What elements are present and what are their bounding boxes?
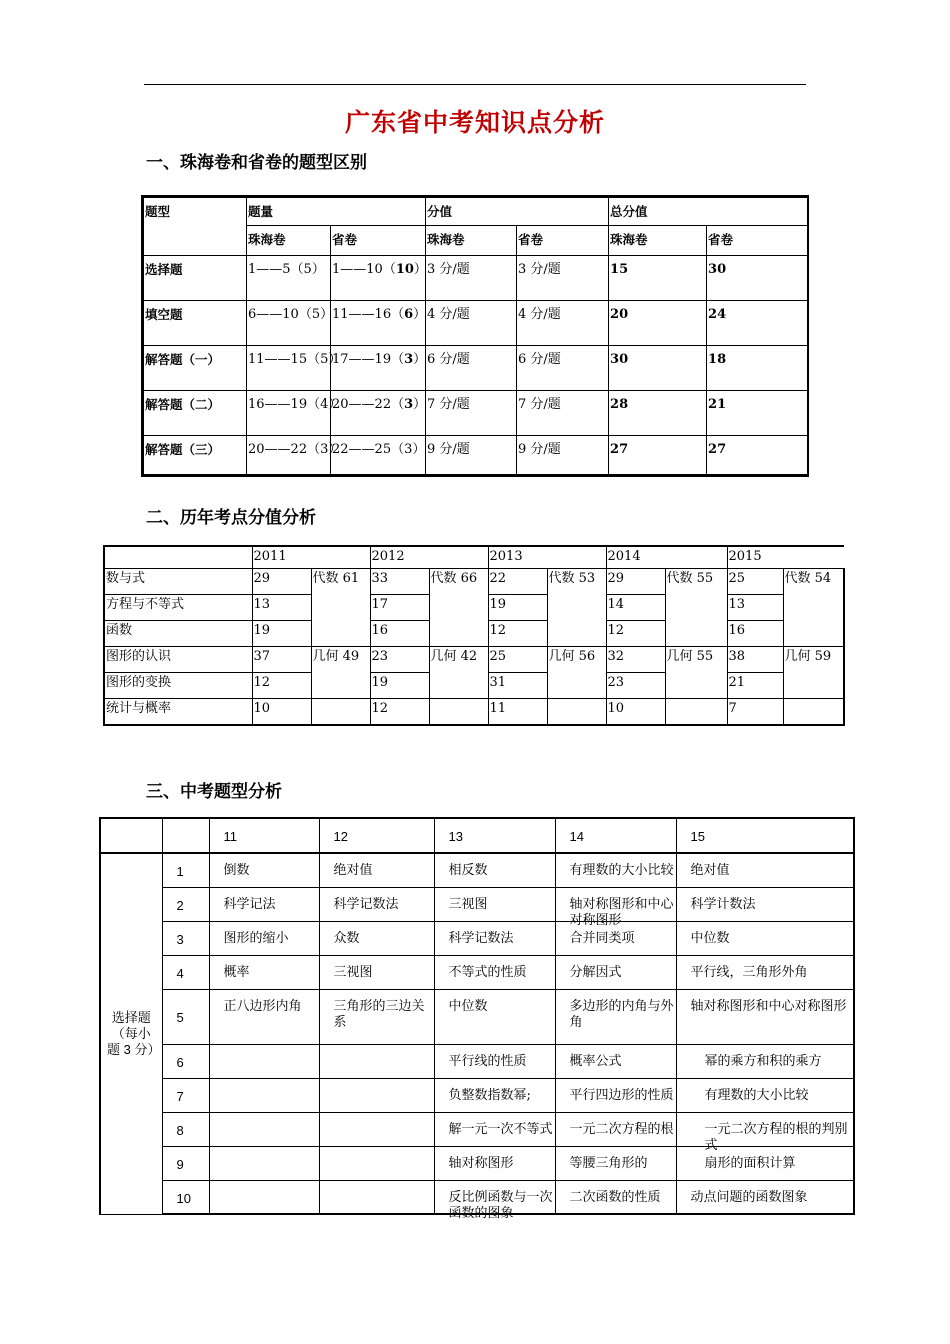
row-type: 解答题（二）	[143, 391, 247, 436]
score-cell: 12	[370, 698, 429, 725]
score-cell: 19	[252, 620, 311, 646]
subheader-province: 省卷	[517, 226, 609, 256]
algebra-total: 代数 55	[665, 568, 727, 646]
score-cell: 29	[252, 568, 311, 594]
topic-cell: 反比例函数与一次函数的图象	[434, 1180, 555, 1214]
topic-cell: 科学计数法	[676, 887, 854, 921]
table-row	[143, 391, 808, 436]
score-cell: 23	[606, 672, 665, 698]
score-cell: 23	[370, 646, 429, 672]
topic-cell: 负整数指数幂;	[434, 1078, 555, 1112]
algebra-total: 代数 53	[547, 568, 606, 646]
zhuhai-score: 6 分/题	[426, 346, 517, 391]
score-cell: 7	[727, 698, 783, 725]
topic-cell: 三视图	[319, 955, 434, 989]
topic-cell: 科学记数法	[434, 921, 555, 955]
algebra-total: 代数 66	[429, 568, 488, 646]
topic-cell	[209, 1146, 319, 1180]
topic-cell	[209, 1044, 319, 1078]
province-score: 9 分/题	[517, 436, 609, 476]
score-cell: 12	[252, 672, 311, 698]
score-cell: 31	[488, 672, 547, 698]
zhuhai-total: 20	[609, 301, 707, 346]
year-header: 15	[676, 818, 854, 853]
province-count: 22——25（3）	[331, 436, 426, 476]
table-row	[100, 989, 854, 1044]
topic-cell	[209, 1180, 319, 1214]
corner-cell	[100, 818, 162, 853]
topic-cell: 扇形的面积计算	[676, 1146, 854, 1180]
paper-comparison-table	[141, 195, 809, 477]
topic-cell: 众数	[319, 921, 434, 955]
header-type: 题型	[143, 197, 247, 256]
corner-cell	[104, 546, 252, 568]
question-number: 3	[162, 921, 209, 955]
subheader-province: 省卷	[331, 226, 426, 256]
topic-cell	[209, 1112, 319, 1146]
province-count: 20——22（3）	[331, 391, 426, 436]
topic-cell: 概率公式	[555, 1044, 676, 1078]
year-header: 2015	[727, 546, 844, 568]
topic-label: 方程与不等式	[104, 594, 252, 620]
row-type: 解答题（一）	[143, 346, 247, 391]
zhuhai-count: 6——10（5）	[247, 301, 331, 346]
score-cell: 25	[727, 568, 783, 594]
topic-cell: 轴对称图形和中心对称图形	[555, 887, 676, 921]
zhuhai-count: 11——15（5）	[247, 346, 331, 391]
topic-cell: 一元二次方程的根	[555, 1112, 676, 1146]
geometry-total: 几何 56	[547, 646, 606, 698]
year-header: 13	[434, 818, 555, 853]
topic-cell: 二次函数的性质	[555, 1180, 676, 1214]
table-row	[100, 1044, 854, 1078]
topic-label: 函数	[104, 620, 252, 646]
table-row	[104, 568, 844, 594]
year-header: 14	[555, 818, 676, 853]
algebra-total: 代数 61	[311, 568, 370, 646]
subheader-zhuhai: 珠海卷	[609, 226, 707, 256]
topic-cell: 科学记法	[209, 887, 319, 921]
zhuhai-score: 4 分/题	[426, 301, 517, 346]
score-cell: 37	[252, 646, 311, 672]
document-title: 广东省中考知识点分析	[344, 108, 605, 137]
question-number: 5	[162, 989, 209, 1044]
zhuhai-score: 3 分/题	[426, 256, 517, 301]
table-row	[104, 698, 844, 725]
geometry-total: 几何 55	[665, 646, 727, 698]
table-row	[104, 646, 844, 672]
score-cell: 33	[370, 568, 429, 594]
question-number: 1	[162, 853, 209, 887]
zhuhai-score: 7 分/题	[426, 391, 517, 436]
table-row	[143, 301, 808, 346]
topic-label: 统计与概率	[104, 698, 252, 725]
score-cell: 17	[370, 594, 429, 620]
geometry-total: 几何 49	[311, 646, 370, 698]
topic-cell: 等腰三角形的	[555, 1146, 676, 1180]
table-row	[143, 346, 808, 391]
topic-cell: 绝对值	[319, 853, 434, 887]
row-type: 选择题	[143, 256, 247, 301]
topic-cell: 解一元一次不等式	[434, 1112, 555, 1146]
table-row	[100, 887, 854, 921]
table-row	[100, 1112, 854, 1146]
score-cell: 13	[252, 594, 311, 620]
topic-cell: 图形的缩小	[209, 921, 319, 955]
topic-cell: 三视图	[434, 887, 555, 921]
zhuhai-score: 9 分/题	[426, 436, 517, 476]
topic-cell: 分解因式	[555, 955, 676, 989]
score-cell: 25	[488, 646, 547, 672]
question-number: 4	[162, 955, 209, 989]
province-total: 27	[707, 436, 808, 476]
score-cell: 38	[727, 646, 783, 672]
section3-heading: 三、中考题型分析	[146, 782, 282, 802]
topic-cell: 平行四边形的性质	[555, 1078, 676, 1112]
empty-cell	[547, 698, 606, 725]
zhuhai-total: 15	[609, 256, 707, 301]
year-header: 12	[319, 818, 434, 853]
province-total: 24	[707, 301, 808, 346]
year-header: 2012	[370, 546, 488, 568]
province-score: 4 分/题	[517, 301, 609, 346]
question-number: 8	[162, 1112, 209, 1146]
topic-cell: 中位数	[434, 989, 555, 1044]
question-number: 10	[162, 1180, 209, 1214]
topic-cell: 轴对称图形和中心对称图形	[676, 989, 854, 1044]
geometry-total: 几何 42	[429, 646, 488, 698]
topic-cell: 合并同类项	[555, 921, 676, 955]
province-total: 30	[707, 256, 808, 301]
section1-heading: 一、珠海卷和省卷的题型区别	[146, 153, 367, 173]
topic-cell: 有理数的大小比较	[555, 853, 676, 887]
province-score: 7 分/题	[517, 391, 609, 436]
score-cell: 14	[606, 594, 665, 620]
zhuhai-count: 1——5（5）	[247, 256, 331, 301]
question-number: 6	[162, 1044, 209, 1078]
table-row	[100, 921, 854, 955]
topic-cell	[319, 1044, 434, 1078]
table-row	[100, 1180, 854, 1214]
score-cell: 12	[488, 620, 547, 646]
province-total: 21	[707, 391, 808, 436]
year-header: 2011	[252, 546, 370, 568]
score-cell: 29	[606, 568, 665, 594]
empty-cell	[665, 698, 727, 725]
province-count: 1——10（10）	[331, 256, 426, 301]
year-header: 2014	[606, 546, 727, 568]
score-cell: 21	[727, 672, 783, 698]
zhuhai-total: 30	[609, 346, 707, 391]
empty-cell	[311, 698, 370, 725]
row-type: 解答题（三）	[143, 436, 247, 476]
topic-cell: 相反数	[434, 853, 555, 887]
topic-cell	[319, 1146, 434, 1180]
score-cell: 32	[606, 646, 665, 672]
topic-cell: 中位数	[676, 921, 854, 955]
zhuhai-total: 28	[609, 391, 707, 436]
topic-cell	[319, 1180, 434, 1214]
topic-cell: 不等式的性质	[434, 955, 555, 989]
score-cell: 11	[488, 698, 547, 725]
question-type-table	[99, 817, 855, 1221]
topic-cell: 科学记数法	[319, 887, 434, 921]
zhuhai-count: 20——22（3）	[247, 436, 331, 476]
header-total: 总分值	[609, 197, 808, 226]
topic-cell: 动点问题的函数图象	[676, 1180, 854, 1214]
score-cell: 12	[606, 620, 665, 646]
province-total: 18	[707, 346, 808, 391]
year-header: 2013	[488, 546, 606, 568]
score-cell: 10	[606, 698, 665, 725]
category-label: 选择题（每小题 3 分）	[100, 853, 162, 1214]
question-number: 2	[162, 887, 209, 921]
table-row	[143, 436, 808, 476]
score-cell: 13	[727, 594, 783, 620]
score-cell: 16	[370, 620, 429, 646]
row-type: 填空题	[143, 301, 247, 346]
topic-cell: 概率	[209, 955, 319, 989]
score-cell: 22	[488, 568, 547, 594]
province-score: 6 分/题	[517, 346, 609, 391]
algebra-total: 代数 54	[783, 568, 844, 646]
topic-cell: 正八边形内角	[209, 989, 319, 1044]
table-row	[100, 1078, 854, 1112]
topic-cell: 倒数	[209, 853, 319, 887]
header-score: 分值	[426, 197, 609, 226]
geometry-total: 几何 59	[783, 646, 844, 698]
province-count: 11——16（6）	[331, 301, 426, 346]
score-cell: 10	[252, 698, 311, 725]
province-count: 17——19（3）	[331, 346, 426, 391]
topic-cell: 一元二次方程的根的判别式	[676, 1112, 854, 1146]
topic-cell: 有理数的大小比较	[676, 1078, 854, 1112]
topic-cell	[319, 1112, 434, 1146]
topic-cell: 多边形的内角与外角	[555, 989, 676, 1044]
yearly-score-table	[103, 545, 845, 726]
subheader-zhuhai: 珠海卷	[247, 226, 331, 256]
topic-label: 数与式	[104, 568, 252, 594]
table-row	[143, 256, 808, 301]
table-row	[100, 955, 854, 989]
top-rule	[144, 84, 806, 85]
subheader-zhuhai: 珠海卷	[426, 226, 517, 256]
topic-cell: 平行线的性质	[434, 1044, 555, 1078]
topic-cell: 平行线，三角形外角	[676, 955, 854, 989]
province-score: 3 分/题	[517, 256, 609, 301]
year-header: 11	[209, 818, 319, 853]
topic-label: 图形的变换	[104, 672, 252, 698]
topic-cell: 三角形的三边关系	[319, 989, 434, 1044]
table-row	[100, 853, 854, 887]
subheader-province: 省卷	[707, 226, 808, 256]
topic-cell	[209, 1078, 319, 1112]
question-number: 9	[162, 1146, 209, 1180]
score-cell: 19	[488, 594, 547, 620]
topic-label: 图形的认识	[104, 646, 252, 672]
zhuhai-total: 27	[609, 436, 707, 476]
header-count: 题量	[247, 197, 426, 226]
topic-cell: 轴对称图形	[434, 1146, 555, 1180]
topic-cell	[319, 1078, 434, 1112]
corner-cell	[162, 818, 209, 853]
score-cell: 16	[727, 620, 783, 646]
topic-cell: 幂的乘方和积的乘方	[676, 1044, 854, 1078]
empty-cell	[783, 698, 844, 725]
empty-cell	[429, 698, 488, 725]
table-row	[100, 1146, 854, 1180]
question-number: 7	[162, 1078, 209, 1112]
zhuhai-count: 16——19（4）	[247, 391, 331, 436]
score-cell: 19	[370, 672, 429, 698]
section2-heading: 二、历年考点分值分析	[146, 508, 316, 528]
topic-cell: 绝对值	[676, 853, 854, 887]
